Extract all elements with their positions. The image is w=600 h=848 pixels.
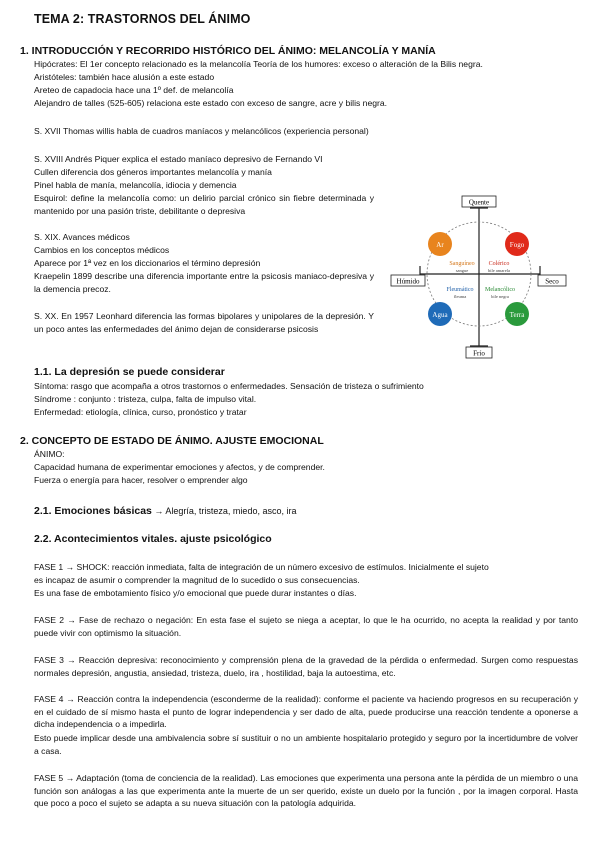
s1-line-aparece: Aparece por 1ª vez en los diccionarios el término depresión [34, 258, 261, 268]
fase-4-para-2: Esto puede implicar desde una ambivalencia sobre sí sustituir o no un ambiente hospitalario protegido y seguro por la incertidumbre de volver a casa. [34, 733, 578, 756]
s1-line-cambios: Cambios en los conceptos médicos [34, 245, 170, 255]
label-top: Quente [468, 198, 490, 207]
label-right: Seco [545, 277, 559, 286]
s11-line-enfermedad: Enfermedad: etiología, clínica, curso, pronóstico y tratar [34, 407, 247, 417]
s1-line-xix: S. XIX. Avances médicos [34, 232, 130, 242]
s1-line-cullen: Cullen diferencia dos géneros importantes melancolía y manía [34, 167, 272, 177]
label-right-box [538, 275, 566, 286]
s11-line-sindrome: Síndrome : conjunto : tristeza, culpa, falta de impulso vital. [34, 394, 257, 404]
humors-diagram [390, 194, 568, 360]
s1-para-esquirol: Esquirol: define la melancolía como: un delirio parcial crónico sin fiebre determinada y mantenido por una pasión triste, debilitante o depresiva [34, 193, 374, 216]
s1-line-xvii: S. XVII Thomas willis habla de cuadros maníacos y melancólicos (experiencia personal) [34, 126, 369, 136]
section-2-heading: 2. CONCEPTO DE ESTADO DE ÁNIMO. AJUSTE EMOCIONAL [20, 435, 324, 447]
humor-sangue: sangue [455, 268, 469, 273]
s2-line-capacidad: Capacidad humana de experimentar emociones y afectos, y de comprender. [34, 462, 325, 472]
s2-line-animo: ÁNIMO: [34, 449, 65, 459]
fase-5-para: FASE 5 → Adaptación (toma de conciencia de la realidad). Las emociones que experimenta una persona ante la pérdida de un miembro o una función son análogas a las que experimenta ante la muerte de un ser querido, existe un duelo por la función , por la imagen corporal. Hasta que poco a poco el sujeto se adapta a su nueva situación con la patología adquirida. [34, 773, 578, 808]
fase-2-para: FASE 2 → Fase de rechazo o negación: En esta fase el sujeto se niega a aceptar, lo que le ha ocurrido, no acepta la realidad y por tanto puede vivir con optimismo la situación. [34, 615, 578, 638]
temperament-melancolico: Melancólico [485, 287, 515, 293]
section-2-2-heading: 2.2. Acontecimientos vitales. ajuste psicológico [34, 533, 272, 545]
section-2-1-title: 2.1. Emociones básicas [34, 505, 152, 517]
temperament-sanguineo: Sanguíneo [449, 261, 475, 267]
s11-line-sintoma: Síntoma: rasgo que acompaña a otros trastornos o enfermedades. Sensación de tristeza o sufrimiento [34, 381, 424, 391]
s1-para-xx: S. XX. En 1957 Leonhard diferencia las formas bipolares y unipolares de la depresión. Y un poco antes las enfermedades del ánimo dejan de considerarse psicosis [34, 311, 374, 334]
fase-1-line-1: FASE 1 → SHOCK: reacción inmediata, falta de integración de un número excesivo de estímulos. Inicialmente el sujeto [34, 562, 489, 572]
element-tierra-label: Terra [509, 311, 525, 319]
section-1-heading: 1. INTRODUCCIÓN Y RECORRIDO HISTÓRICO DEL ÁNIMO: MELANCOLÍA Y MANÍA [20, 45, 436, 57]
label-bottom: Frío [473, 349, 485, 358]
label-bottom-box [466, 347, 492, 358]
label-top-box [462, 196, 496, 207]
s1-line-areteo: Areteo de capadocia hace una 1º def. de melancolía [34, 85, 234, 95]
section-1-1-heading: 1.1. La depresión se puede considerar [34, 366, 225, 378]
emociones-basicas-list: → Alegría, tristeza, miedo, asco, ira [151, 506, 297, 516]
s1-line-alejandro: Alejandro de talles (525-605) relaciona este estado con exceso de sangre, acre y bilis negra. [34, 98, 388, 108]
humor-bile-amarela: bile amarela [487, 268, 511, 273]
s1-line-xviii: S. XVIII Andrés Piquer explica el estado maníaco depresivo de Fernando VI [34, 154, 323, 164]
document-title: TEMA 2: TRASTORNOS DEL ÁNIMO [34, 12, 251, 26]
s1-line-aristoteles: Aristóteles: también hace alusión a este estado [34, 72, 215, 82]
humor-bile-negra: bile negra [491, 294, 509, 299]
element-aire-label: Ar [436, 241, 444, 249]
fase-1-line-2: es incapaz de asumir o comprender la magnitud de lo sucedido o sus consecuencias. [34, 575, 360, 585]
fase-4-para: FASE 4 → Reacción contra la independencia (esconderme de la realidad): conforme el paciente va haciendo progresos en su recuperación y en el cuidado de sí mismo hasta el punto de lograr independencia y ser dado de alta, puede producirse una reacción tendente a oponerse a dicha independencia o a impedirla. [34, 694, 578, 729]
section-2-1-heading [34, 505, 296, 517]
s1-para-kraepelin: Kraepelin 1899 describe una diferencia importante entre la psicosis maniaco-depresiva y la demencia precoz. [34, 271, 374, 294]
s1-line-pinel: Pinel habla de manía, melancolía, idiocia y demencia [34, 180, 237, 190]
element-fuego-label: Fogo [509, 241, 525, 249]
humor-fleuma: fleuma [453, 294, 467, 299]
s1-line-hipocrates: Hipócrates: El 1er concepto relacionado es la melancolía Teoría de los humores: exceso o alteración de la Bilis negra. [34, 59, 483, 69]
s2-line-fuerza: Fuerza o energía para hacer, resolver o emprender algo [34, 475, 248, 485]
fase-1-line-3: Es una fase de embotamiento físico y/o emocional que puede durar instantes o días. [34, 588, 357, 598]
fase-3-para: FASE 3 → Reacción depresiva: reconocimiento y comprensión plena de la gravedad de la pérdida o enfermedad. Surgen como respuestas normales depresión, angustia, ansiedad, tristeza, duelo, ira , hostilidad, baja la autoestima, etc. [34, 655, 578, 678]
element-agua-label: Agua [432, 311, 448, 319]
label-left-box [391, 275, 425, 286]
label-left: Húmido [396, 277, 420, 286]
temperament-flematico: Fleumático [446, 287, 474, 293]
temperament-colerico: Colérico [488, 261, 510, 267]
